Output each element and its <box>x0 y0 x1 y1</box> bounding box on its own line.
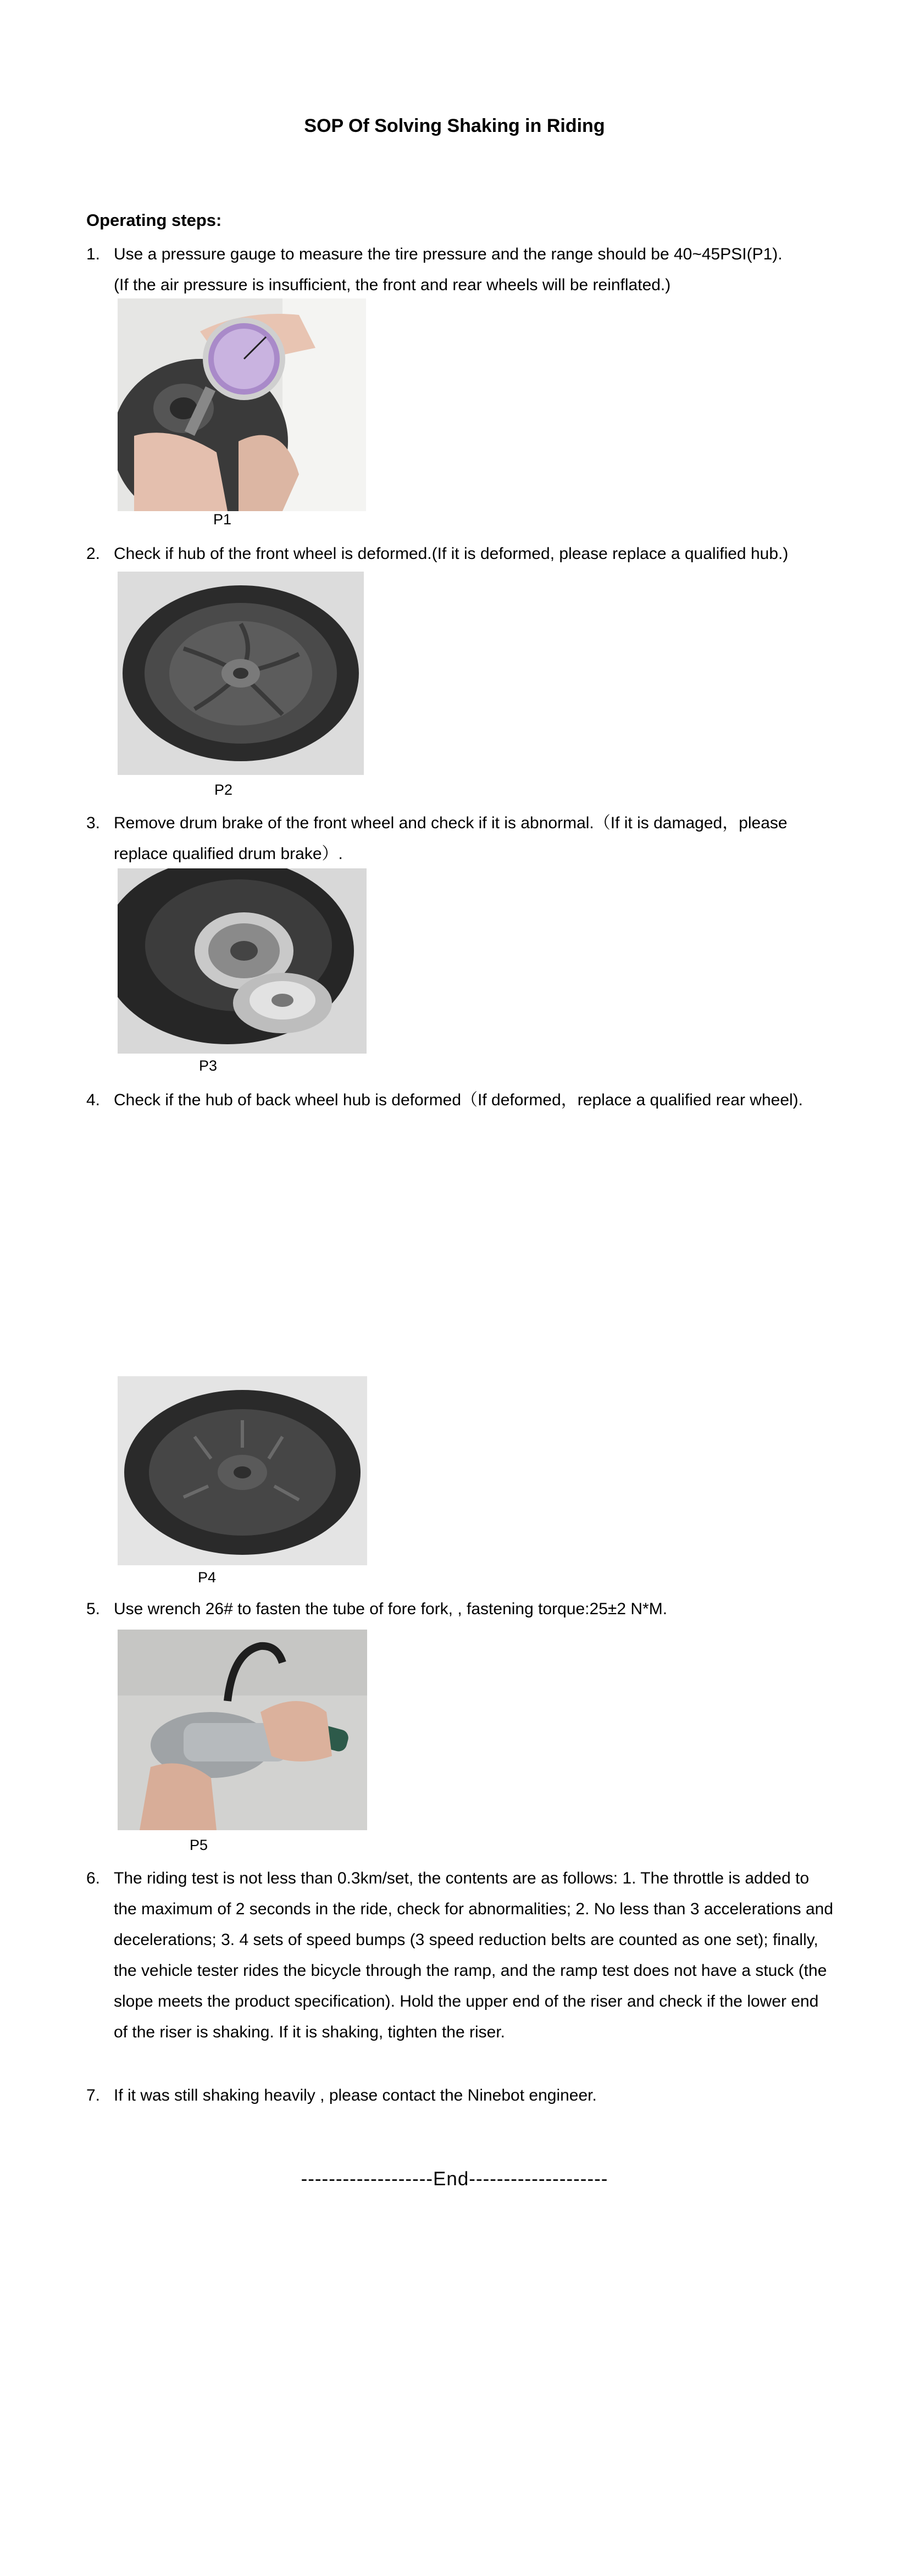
photo-drum-brake <box>118 868 367 1054</box>
step-4 <box>86 1085 834 1116</box>
step-7 <box>86 2080 834 2111</box>
step-text: The riding test is not less than 0.3km/set, the contents are as follows: 1. The throttle is added to the maximum of 2 seconds in the ride, check for abnormalities; 2. No less than 3 accelerations and decelerations; 3. 4 sets of speed bumps (3 speed reduction belts are counted as one set); finally, the vehicle tester rides the bicycle through the ramp, and the ramp test does not have a stuck (the slope meets the product specification). Hold the upper end of the riser and check if the lower end of the riser is shaking. If it is shaking, tighten the riser. <box>114 1869 833 2041</box>
photo-front-wheel-hub <box>118 572 364 775</box>
step-text: Use wrench 26# to fasten the tube of fore fork, , fastening torque:25±2 N*M. <box>114 1600 668 1618</box>
photo-rear-wheel-hub <box>118 1376 367 1565</box>
photo-wrench-fore-fork <box>118 1630 367 1830</box>
step-number: 3. <box>86 814 101 832</box>
step-text: Use a pressure gauge to measure the tire pressure and the range should be 40~45PSI(P1). <box>114 245 783 263</box>
step-text: Check if hub of the front wheel is deformed.(If it is deformed, please replace a qualified hub.) <box>114 545 789 563</box>
operating-steps-heading: Operating steps: <box>86 210 222 230</box>
step-text: Remove drum brake of the front wheel and check if it is abnormal.（If it is damaged，please replace qualified drum brake）. <box>114 814 788 863</box>
document-title: SOP Of Solving Shaking in Riding <box>304 115 605 136</box>
step-2 <box>86 539 834 569</box>
end-marker: -------------------End-------------------- <box>301 2168 608 2190</box>
caption-p2: P2 <box>214 782 233 798</box>
step-number: 7. <box>86 2086 101 2104</box>
caption-p1: P1 <box>213 511 232 528</box>
step-text: If it was still shaking heavily , please contact the Ninebot engineer. <box>114 2086 597 2104</box>
step-number: 2. <box>86 545 101 563</box>
step-text: Check if the hub of back wheel hub is deformed（If deformed，replace a qualified rear wheel). <box>114 1091 803 1109</box>
step-number: 5. <box>86 1600 101 1618</box>
step-number: 4. <box>86 1091 101 1109</box>
caption-p4: P4 <box>198 1569 217 1586</box>
caption-p3: P3 <box>199 1057 218 1074</box>
step-3 <box>86 808 834 869</box>
step-1 <box>86 239 834 301</box>
step-number: 1. <box>86 245 101 263</box>
step-number: 6. <box>86 1869 101 1887</box>
caption-p5: P5 <box>190 1837 208 1853</box>
photo-pressure-gauge <box>118 298 366 511</box>
step-note: (If the air pressure is insufficient, the front and rear wheels will be reinflated.) <box>114 276 671 294</box>
step-5 <box>86 1594 834 1625</box>
step-6 <box>86 1863 834 2079</box>
